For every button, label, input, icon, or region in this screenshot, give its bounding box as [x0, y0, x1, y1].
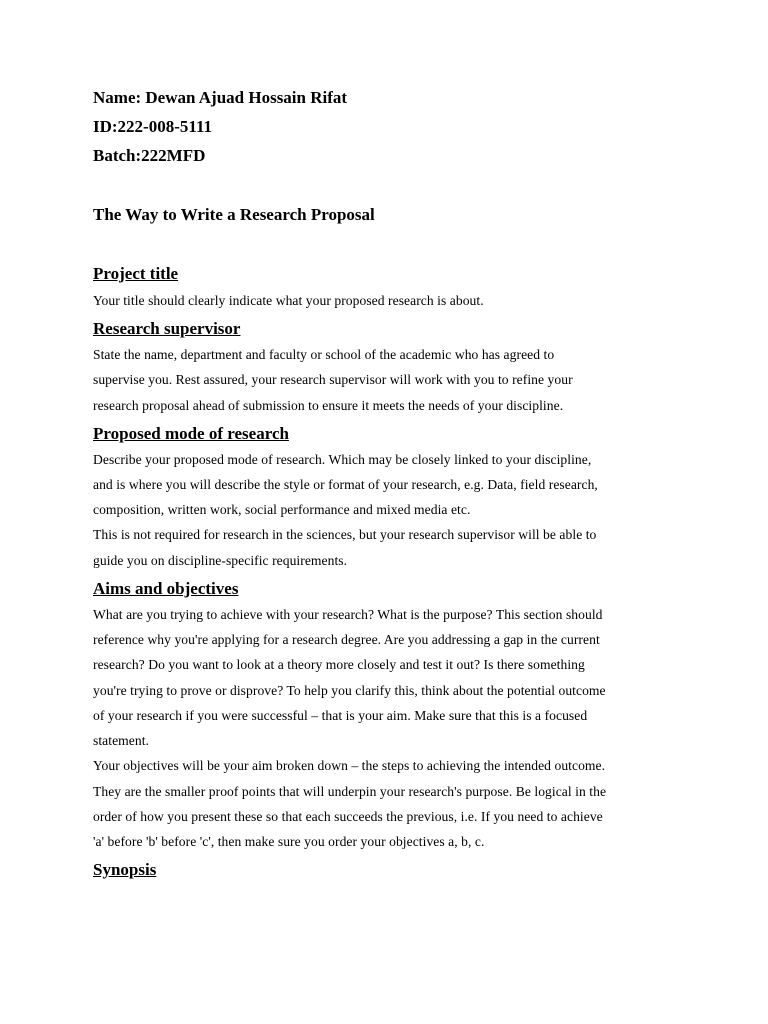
- paragraph-line: Describe your proposed mode of research. Which may be closely linked to your discipline,: [93, 452, 592, 467]
- student-batch: Batch:222MFD: [93, 146, 206, 165]
- document-title: The Way to Write a Research Proposal: [93, 205, 375, 224]
- section-heading-research-supervisor: Research supervisor: [93, 319, 241, 338]
- section-heading-aims-objectives: Aims and objectives: [93, 579, 239, 598]
- paragraph-line: and is where you will describe the style or format of your research, e.g. Data, field research,: [93, 477, 598, 492]
- section-heading-proposed-mode: Proposed mode of research: [93, 424, 289, 443]
- paragraph-line: of your research if you were successful – that is your aim. Make sure that this is a focused: [93, 708, 588, 723]
- paragraph-line: 'a' before 'b' before 'c', then make sure you order your objectives a, b, c.: [93, 834, 485, 849]
- paragraph-line: What are you trying to achieve with your research? What is the purpose? This section should: [93, 607, 603, 622]
- paragraph-line: composition, written work, social performance and mixed media etc.: [93, 502, 471, 517]
- paragraph-line: Your objectives will be your aim broken down – the steps to achieving the intended outcome.: [93, 758, 606, 773]
- paragraph-line: order of how you present these so that each succeeds the previous, i.e. If you need to achieve: [93, 809, 603, 824]
- paragraph-line: They are the smaller proof points that will underpin your research's purpose. Be logical in the: [93, 784, 607, 799]
- paragraph-line: supervise you. Rest assured, your research supervisor will work with you to refine your: [93, 372, 573, 387]
- paragraph-line: reference why you're applying for a research degree. Are you addressing a gap in the current: [93, 632, 600, 647]
- paragraph-line: research? Do you want to look at a theory more closely and test it out? Is there something: [93, 657, 585, 672]
- paragraph-line: Your title should clearly indicate what your proposed research is about.: [93, 293, 484, 308]
- paragraph-line: statement.: [93, 733, 149, 748]
- paragraph-line: State the name, department and faculty or school of the academic who has agreed to: [93, 347, 555, 362]
- paragraph-line: guide you on discipline-specific requirements.: [93, 553, 348, 568]
- section-heading-synopsis: Synopsis: [93, 860, 157, 879]
- student-id: ID:222-008-5111: [93, 117, 212, 136]
- student-name: Name: Dewan Ajuad Hossain Rifat: [93, 88, 348, 107]
- section-heading-project-title: Project title: [93, 264, 179, 283]
- paragraph-line: you're trying to prove or disprove? To help you clarify this, think about the potential outcome: [93, 683, 606, 698]
- paragraph-line: This is not required for research in the sciences, but your research supervisor will be able to: [93, 527, 597, 542]
- paragraph-line: research proposal ahead of submission to ensure it meets the needs of your discipline.: [93, 398, 564, 413]
